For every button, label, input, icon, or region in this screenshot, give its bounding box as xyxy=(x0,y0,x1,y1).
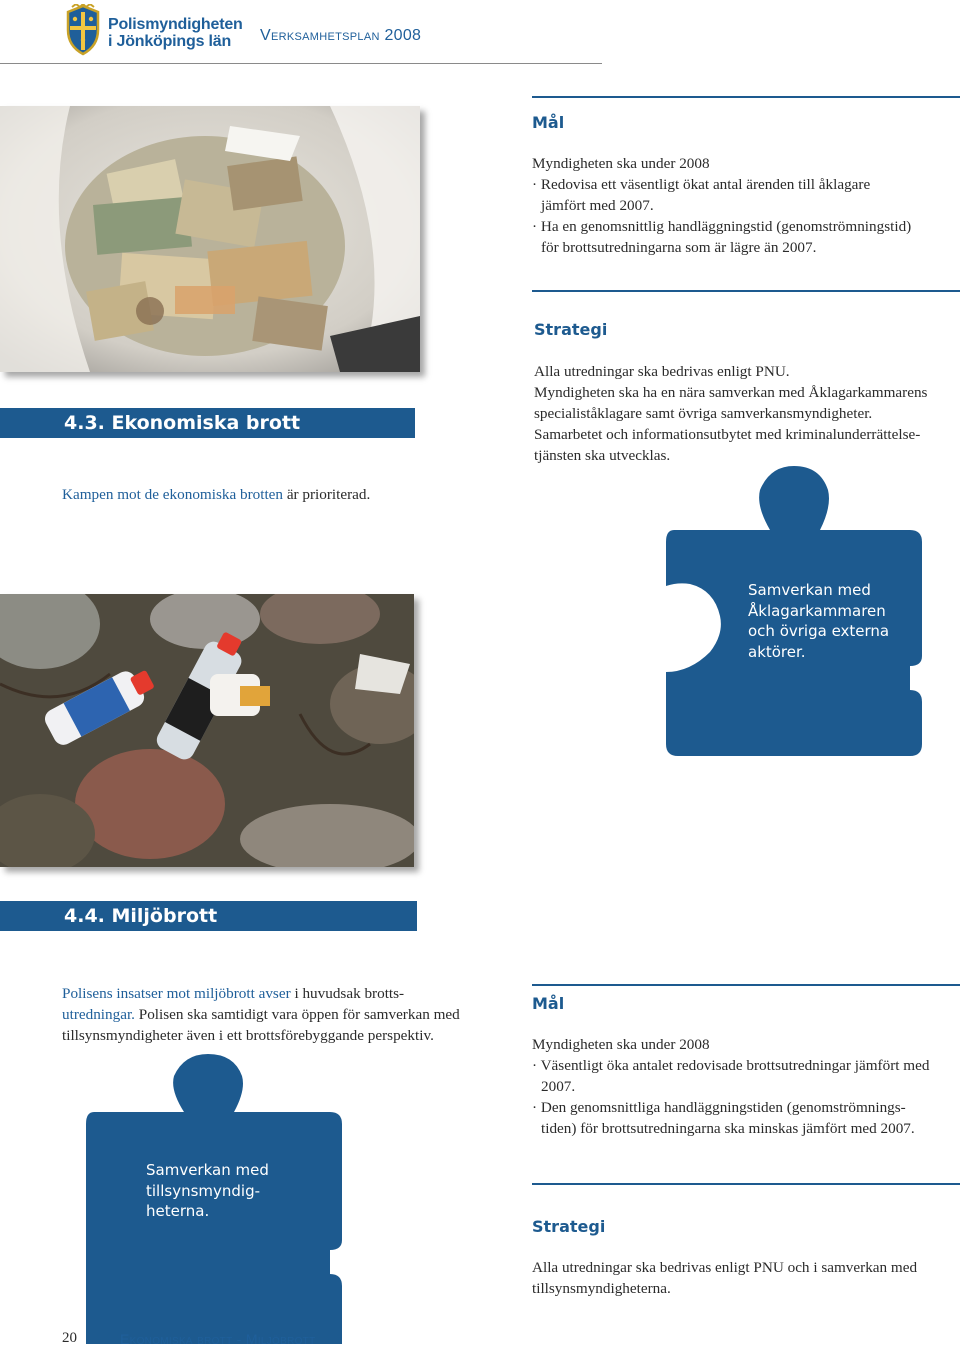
goal-4-4-bullet-2: · Den genomsnittliga handläggningstiden (genomströmnings- xyxy=(532,1099,906,1116)
intro-4-4-line2-emphasis: utredningar. xyxy=(62,1006,135,1023)
puzzle-text-supervisory xyxy=(146,1160,269,1222)
strategy-4-4-text xyxy=(532,1257,917,1299)
goal-4-4-heading: Mål xyxy=(532,994,565,1013)
strategy-4-4-line-2: tillsynsmyndigheterna. xyxy=(532,1280,671,1297)
goal-rule xyxy=(532,96,960,98)
section-4-4-intro xyxy=(62,983,460,1046)
police-logo xyxy=(62,4,252,60)
goal-heading: Mål xyxy=(532,113,565,132)
header-divider xyxy=(0,63,602,64)
footer-title: Ekonomiska brott - Miljöbrott xyxy=(120,1331,316,1347)
puzzle-2-line-1: Samverkan med xyxy=(146,1161,269,1179)
strategy-4-4-rule xyxy=(532,1183,960,1185)
goal-bullet-1: · Redovisa ett väsentligt ökat antal ärenden till åklagare xyxy=(532,176,871,193)
goal-4-4-bullet-2-cont: tiden) för brottsutredningarna ska minskas jämfört med 2007. xyxy=(541,1120,915,1137)
bottles-photo xyxy=(0,594,414,867)
goal-4-4-bullet-1-cont: 2007. xyxy=(541,1078,576,1095)
goal-4-4-lead: Myndigheten ska under 2008 xyxy=(532,1036,710,1053)
intro-4-4-emphasis: Polisens insatser mot miljöbrott avser xyxy=(62,985,291,1002)
intro-4-4-line3: tillsynsmyndigheter även i ett brottsförebyggande perspektiv. xyxy=(62,1027,434,1044)
goal-lead: Myndigheten ska under 2008 xyxy=(532,155,710,172)
intro-emphasis: Kampen mot de ekonomiska brotten xyxy=(62,486,284,503)
puzzle-1-line-2: Åklagarkammaren xyxy=(748,601,886,620)
puzzle-1-line-4: aktörer. xyxy=(748,642,806,661)
document-title: Verksamhetsplan 2008 xyxy=(260,27,422,44)
strategy-rule xyxy=(532,290,960,292)
logo-line-1: Polismyndigheten xyxy=(108,16,243,33)
strategy-4-4-line-1: Alla utredningar ska bedrivas enligt PNU och i samverkan med xyxy=(532,1259,918,1276)
puzzle-text-prosecutor xyxy=(748,580,889,662)
strategy-line-3: specialiståklagare samt övriga samverkansmyndigheter. xyxy=(534,405,873,422)
strategy-line-5: tjänsten ska utvecklas. xyxy=(534,447,671,464)
strategy-line-4: Samarbetet och informationsutbytet med kriminalunderrättelse- xyxy=(534,426,921,443)
puzzle-2-line-2: tillsynsmyndig- xyxy=(146,1181,261,1200)
money-bag-photo xyxy=(0,106,420,372)
goal-text xyxy=(532,153,911,258)
strategy-line-1: Alla utredningar ska bedrivas enligt PNU. xyxy=(534,363,790,380)
section-4-3-intro xyxy=(62,484,370,505)
strategy-4-4-heading: Strategi xyxy=(532,1217,606,1236)
intro-rest: är prioriterad. xyxy=(283,486,371,503)
puzzle-1-line-3: och övriga externa xyxy=(748,622,890,640)
puzzle-2-line-3: heterna. xyxy=(146,1202,210,1220)
strategy-text xyxy=(534,361,927,466)
puzzle-1-line-1: Samverkan med xyxy=(748,581,871,599)
strategy-heading: Strategi xyxy=(534,320,608,339)
logo-name xyxy=(108,16,243,50)
goal-bullet-2-cont: för brottsutredningarna som är lägre än 2007. xyxy=(541,239,817,256)
logo-line-2: i Jönköpings län xyxy=(108,33,232,50)
goal-4-4-rule xyxy=(532,984,960,986)
strategy-line-2: Myndigheten ska ha en nära samverkan med Åklagarkammarens xyxy=(534,384,928,401)
intro-4-4-line2-rest: Polisen ska samtidigt vara öppen för samverkan med xyxy=(134,1006,460,1023)
goal-bullet-2: · Ha en genomsnittlig handläggningstid (genomströmningstid) xyxy=(532,218,912,235)
page-number: 20 xyxy=(62,1330,77,1346)
goal-bullet-1-cont: jämfört med 2007. xyxy=(541,197,654,214)
intro-4-4-rest: i huvudsak brotts- xyxy=(290,985,405,1002)
goal-4-4-text xyxy=(532,1034,929,1139)
police-crest-icon xyxy=(62,4,104,56)
section-heading-4-4: 4.4. Miljöbrott xyxy=(0,901,417,931)
section-heading-4-3: 4.3. Ekonomiska brott xyxy=(0,408,415,438)
goal-4-4-bullet-1: · Väsentligt öka antalet redovisade brottsutredningar jämfört med xyxy=(532,1057,930,1074)
